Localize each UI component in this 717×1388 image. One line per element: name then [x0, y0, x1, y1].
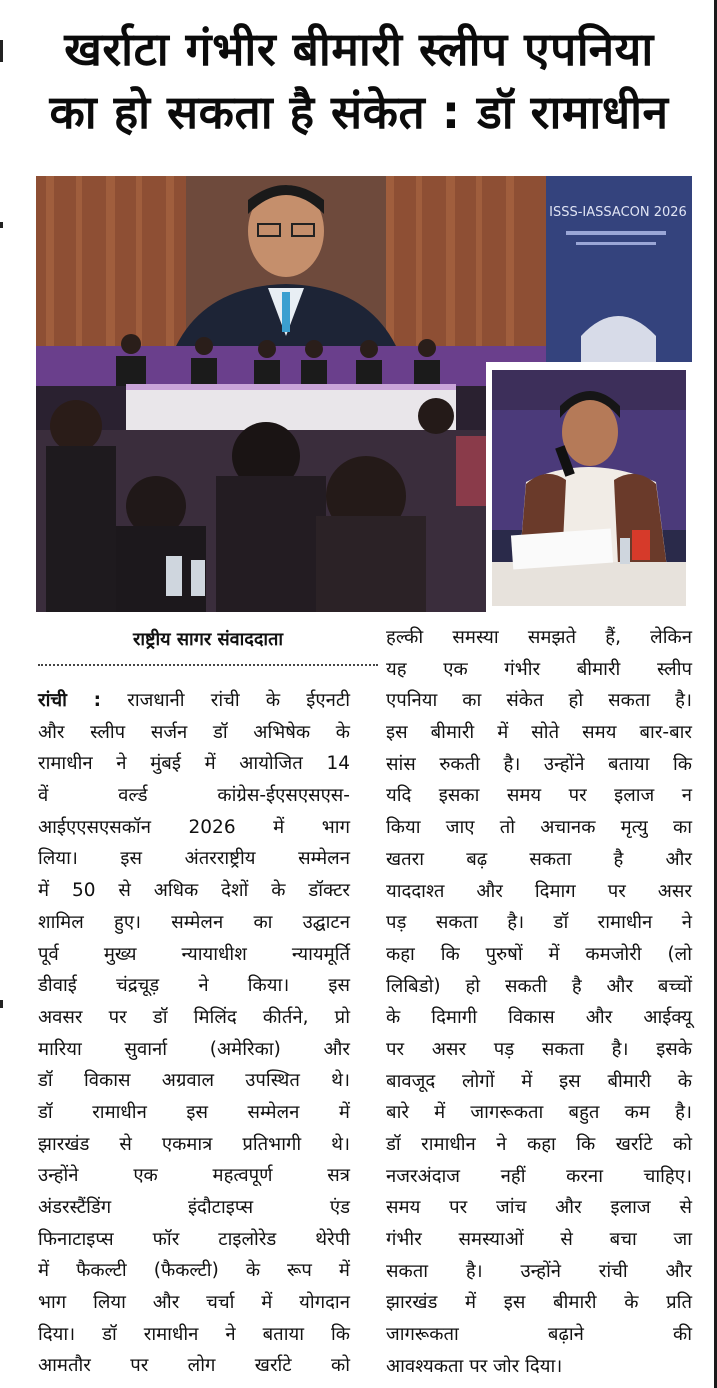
byline-divider — [38, 664, 378, 666]
article-line: सांस रुकती है। उन्होंने बताया कि — [386, 753, 692, 775]
article-line: डॉ रामाधीन ने कहा कि खर्राटे को — [386, 1134, 692, 1155]
article-line: में फैकल्टी (फैकल्टी) के रूप में — [38, 1260, 350, 1282]
article-line: फिनाटाइप्स फॉर टाइलोरेड थेरेपी — [38, 1228, 350, 1250]
article-line: पर असर पड़ सकता है। इसके — [386, 1038, 692, 1060]
article-line: डॉ रामाधीन इस सम्मेलन में — [38, 1101, 350, 1123]
article-line: उन्होंने एक महत्वपूर्ण सत्र — [38, 1165, 350, 1187]
article-line: मारिया सुवार्ना (अमेरिका) और — [38, 1038, 350, 1060]
article-line: गंभीर समस्याओं से बचा जा — [386, 1229, 692, 1251]
edge-mark — [0, 40, 3, 62]
article-line: लिबिडो) हो सकती है और बच्चों — [386, 975, 692, 997]
article-line: नजरअंदाज नहीं करना चाहिए। — [386, 1165, 692, 1187]
headline-line-2: का हो सकता है संकेत : डॉ रामाधीन — [49, 85, 669, 139]
article-line: रांची : राजधानी रांची के ईएनटी — [38, 690, 350, 711]
byline: राष्ट्रीय सागर संवाददाता — [132, 629, 284, 650]
article-line: डॉ विकास अग्रवाल उपस्थित थे। — [38, 1070, 350, 1092]
screen-title: ISSS-IASSACON 2026 — [549, 205, 687, 220]
article-line: अवसर पर डॉ मिलिंद कीर्तने, प्रो — [38, 1006, 350, 1028]
dateline: रांची : — [38, 690, 102, 711]
article-line: में 50 से अधिक देशों के डॉक्टर — [38, 880, 350, 902]
article-line: के दिमागी विकास और आईक्यू — [386, 1007, 692, 1029]
article-line: पड़ सकता है। डॉ रामाधीन ने — [386, 912, 692, 934]
article-line: बारे में जागरूकता बहुत कम है। — [386, 1102, 692, 1124]
article-line: रामाधीन ने मुंबई में आयोजित 14 — [38, 753, 350, 775]
article-line: पूर्व मुख्य न्यायाधीश न्यायमूर्ति — [38, 943, 350, 965]
article-line: किया जाए तो अचानक मृत्यु का — [386, 817, 692, 839]
article-line: आवश्यकता पर जोर दिया। — [386, 1355, 563, 1377]
article-line: सकता है। उन्होंने रांची और — [386, 1260, 692, 1282]
page-left-edge — [0, 0, 4, 1388]
article-line: वें वर्ल्ड कांग्रेस-ईएसएसएस- — [38, 785, 350, 807]
article-line: लिया। इस अंतरराष्ट्रीय सम्मेलन — [38, 848, 350, 870]
article-column-1 — [38, 685, 350, 1382]
article-line: खतरा बढ़ सकता है और — [386, 848, 692, 870]
article-column-2 — [386, 622, 692, 1383]
article-line: एपनिया का संकेत हो सकता है। — [386, 690, 692, 712]
article-line: झारखंड में इस बीमारी के प्रति — [386, 1292, 692, 1314]
article-line: याददाश्त और दिमाग पर असर — [386, 880, 692, 902]
article-line: और स्लीप सर्जन डॉ अभिषेक के — [38, 721, 350, 743]
article-line: शामिल हुए। सम्मेलन का उद्घाटन — [38, 911, 350, 933]
article-line: हल्की समस्या समझते हैं, लेकिन — [386, 627, 692, 648]
article-line: अंडरस्टैंडिंग इंदौटाइप्स एंड — [38, 1197, 350, 1218]
edge-mark — [0, 1000, 3, 1008]
article-line: समय पर जांच और इलाज से — [386, 1197, 692, 1219]
article-line: डीवाई चंद्रचूड़ ने किया। इस — [38, 975, 350, 997]
article-line: दिया। डॉ रामाधीन ने बताया कि — [38, 1323, 350, 1345]
article-line: यह एक गंभीर बीमारी स्लीप — [386, 658, 692, 680]
article-line: यदि इसका समय पर इलाज न — [386, 785, 692, 807]
article-line: भाग लिया और चर्चा में योगदान — [38, 1292, 350, 1314]
article-line: आईएएसएसकॉन 2026 में भाग — [38, 816, 350, 838]
article-line: झारखंड से एकमात्र प्रतिभागी थे। — [38, 1133, 350, 1155]
headline-line-1: खर्राटा गंभीर बीमारी स्लीप एपनिया — [64, 22, 654, 76]
article-line: इस बीमारी में सोते समय बार-बार — [386, 722, 692, 744]
article-line: बावजूद लोगों में इस बीमारी के — [386, 1070, 692, 1092]
speaker-at-podium-illustration — [486, 362, 692, 612]
article-line: जागरूकता बढ़ाने की — [386, 1324, 692, 1346]
article-line: आमतौर पर लोग खर्राटे को — [38, 1355, 350, 1377]
speaker-inset-photo — [486, 362, 692, 612]
article-line: कहा कि पुरुषों में कमजोरी (लो — [386, 943, 692, 965]
edge-mark — [0, 222, 3, 228]
article-headline — [22, 18, 696, 144]
